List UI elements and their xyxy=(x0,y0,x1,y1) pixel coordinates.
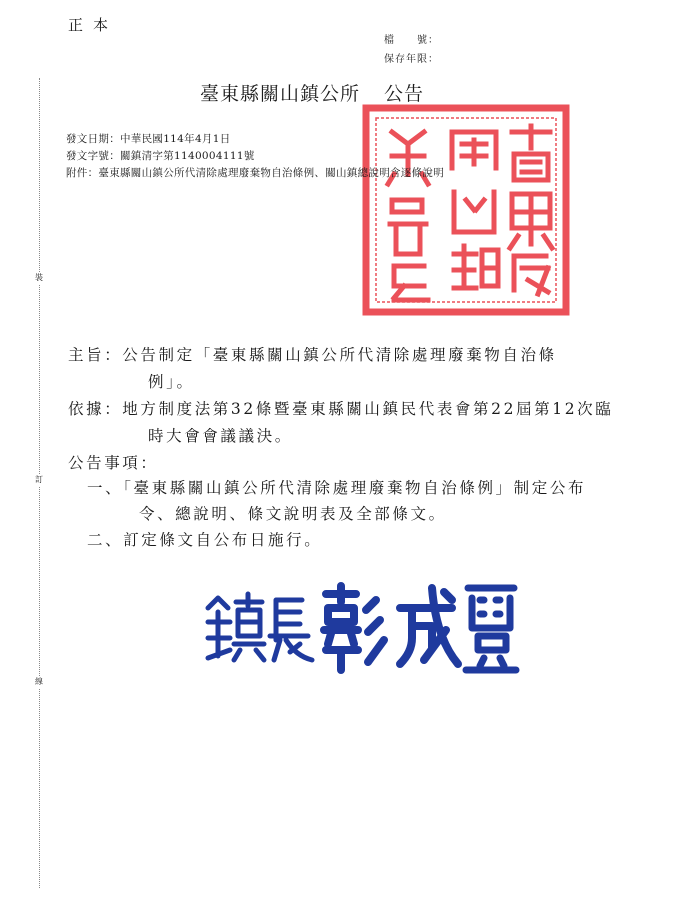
subject-line-2: 例」。 xyxy=(148,373,195,391)
copy-mark: 正本 xyxy=(68,16,119,34)
retention-label: 保存年限： xyxy=(384,54,439,65)
title-office: 臺東縣關山鎮公所 xyxy=(200,83,361,105)
basis-line-2: 時大會會議議決。 xyxy=(148,427,293,445)
binding-char-zhuang: 裝 xyxy=(35,273,43,282)
notice-item-2: 二、訂定條文自公布日施行。 xyxy=(87,531,323,549)
official-seal xyxy=(362,104,570,316)
binding-char-xian: 線 xyxy=(35,677,43,686)
notice-item-1-line-2: 令、總說明、條文說明表及全部條文。 xyxy=(139,505,447,523)
issue-date: 發文日期：中華民國114年4月1日 xyxy=(66,133,231,145)
notice-heading: 公告事項： xyxy=(68,454,159,472)
notice-item-1-line-1: 一、「臺東縣關山鎮公所代清除處理廢棄物自治條例」制定公布 xyxy=(87,479,587,497)
title-type: 公告 xyxy=(384,83,425,105)
file-number-label: 檔 號： xyxy=(384,35,439,46)
binding-char-ding: 訂 xyxy=(35,475,43,484)
mayor-signature xyxy=(200,578,525,678)
basis-line-1: 依據：地方制度法第32條暨臺東縣關山鎮民代表會第22屆第12次臨 xyxy=(68,400,614,418)
subject-line-1: 主旨：公告制定「臺東縣關山鎮公所代清除處理廢棄物自治條 xyxy=(68,346,557,364)
attachment-note: 附件：臺東縣關山鎮公所代清除處理廢棄物自治條例、關山鎮總說明含逐條說明 xyxy=(66,167,444,179)
document-number: 發文字號：關鎮清字第1140004111號 xyxy=(66,150,255,162)
document-title xyxy=(200,79,424,106)
